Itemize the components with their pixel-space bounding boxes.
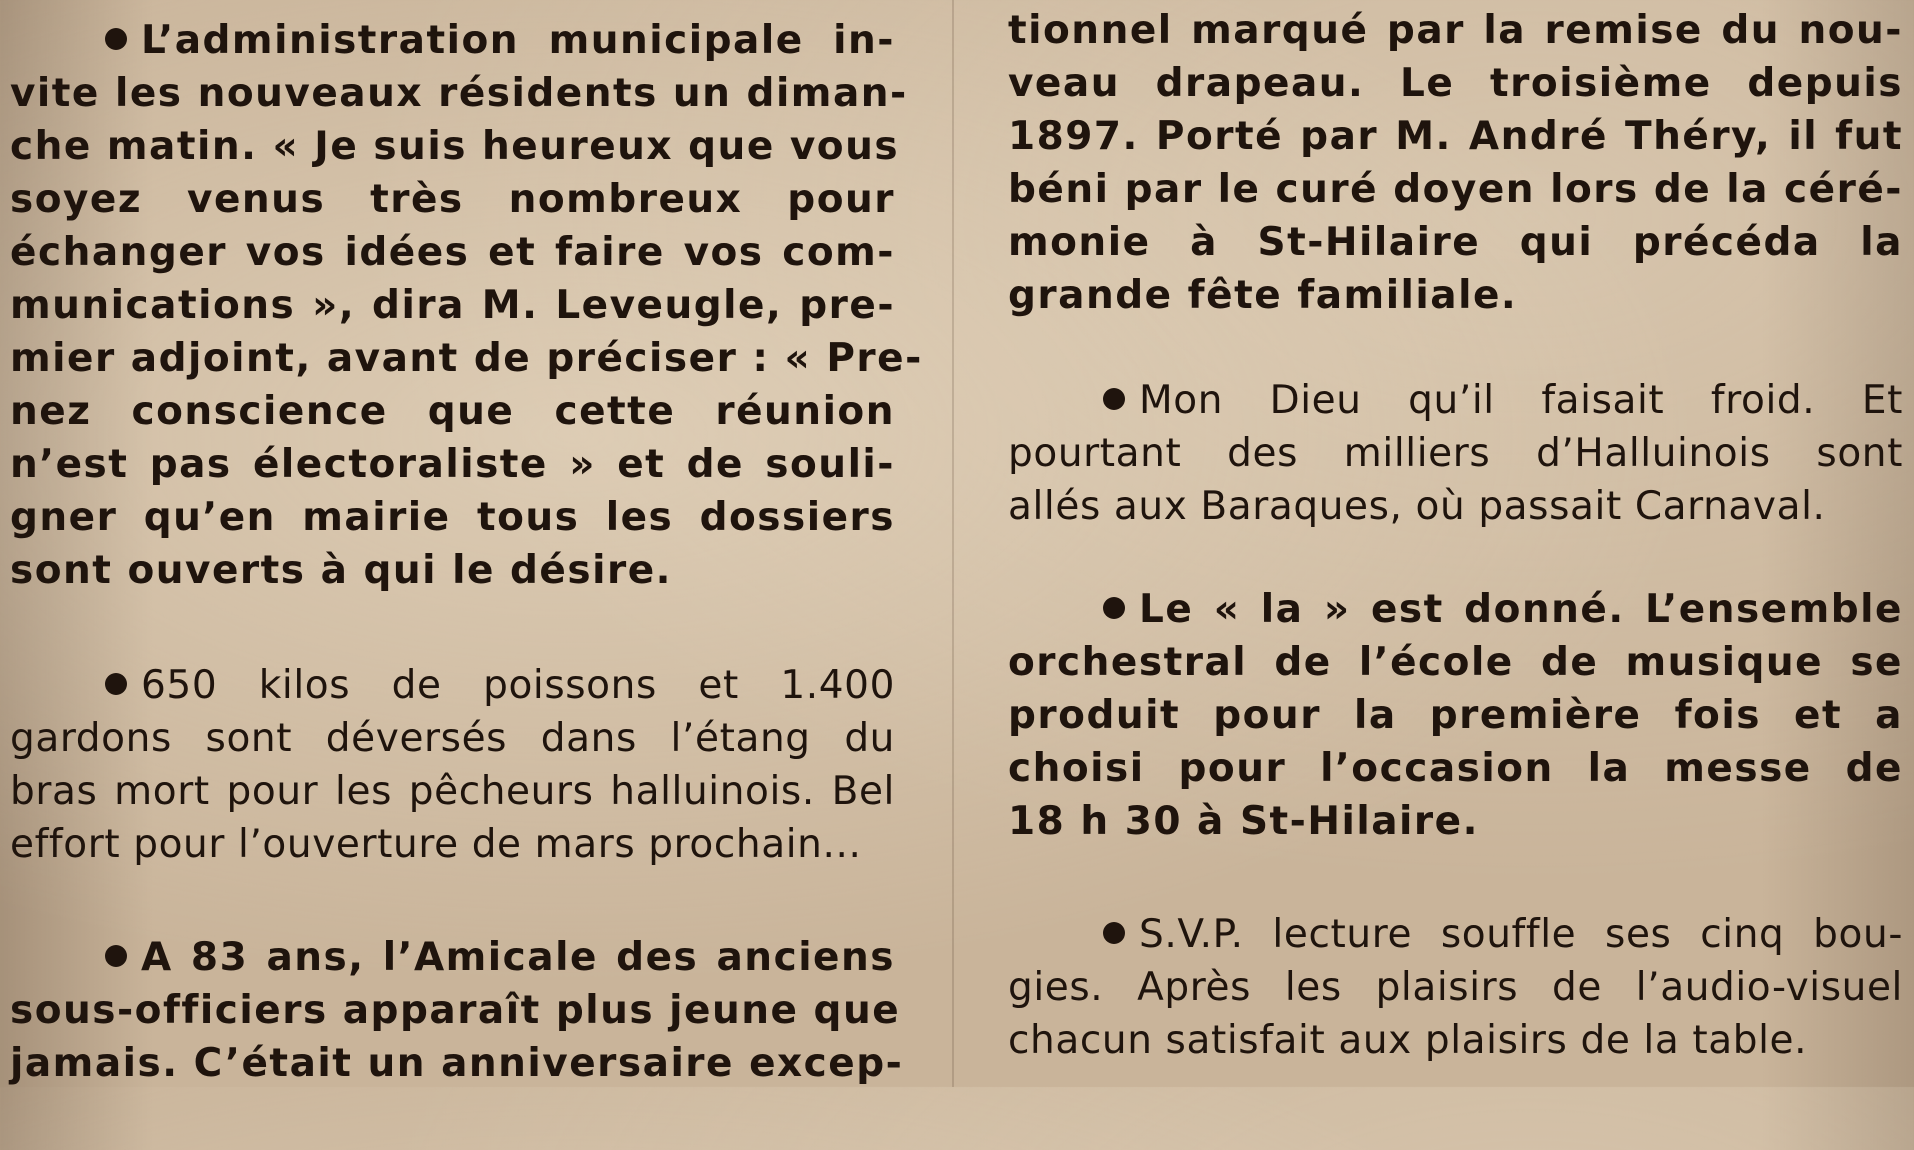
paragraph-line: sont ouverts à qui le désire. — [10, 548, 672, 593]
article-paragraph — [1008, 583, 1903, 848]
paragraph-line: échanger vos idées et faire vos com- — [10, 230, 895, 275]
paragraph-line: gardons sont déversés dans l’étang du — [10, 716, 895, 761]
paragraph-line: veau drapeau. Le troisième depuis — [1008, 61, 1903, 106]
column-divider — [952, 0, 954, 1087]
paragraph-line: chacun satisfait aux plaisirs de la table. — [1008, 1018, 1808, 1063]
paragraph-line: choisi pour l’occasion la messe de — [1008, 746, 1903, 791]
bullet-icon — [105, 673, 127, 695]
paragraph-line: nez conscience que cette réunion — [10, 389, 895, 434]
line-text: S.V.P. lecture souffle ses cinq bou- — [1139, 912, 1903, 957]
paragraph-line: produit pour la première fois et a — [1008, 693, 1903, 738]
paragraph-line: gner qu’en mairie tous les dossiers — [10, 495, 895, 540]
bullet-icon — [105, 945, 127, 967]
paragraph-line: vite les nouveaux résidents un diman- — [10, 71, 908, 116]
paragraph-line: gies. Après les plaisirs de l’audio-visuel — [1008, 965, 1903, 1010]
article-paragraph — [10, 931, 904, 1090]
paragraph-line: n’est pas électoraliste » et de souli- — [10, 442, 895, 487]
line-text: L’administration municipale in- — [141, 18, 895, 63]
article-paragraph — [1008, 374, 1903, 533]
paragraph-line: tionnel marqué par la remise du nou- — [1008, 8, 1903, 53]
paragraph-line: che matin. « Je suis heureux que vous — [10, 124, 900, 169]
paragraph-line — [1008, 374, 1903, 427]
paragraph-line: munications », dira M. Leveugle, pre- — [10, 283, 895, 328]
line-text: A 83 ans, l’Amicale des anciens — [141, 935, 895, 980]
paragraph-line — [1008, 583, 1903, 636]
paragraph-line: bras mort pour les pêcheurs halluinois. Bel — [10, 769, 895, 814]
paragraph-line: 18 h 30 à St-Hilaire. — [1008, 799, 1479, 844]
right-column — [1008, 4, 1903, 1127]
paragraph-line: pourtant des milliers d’Halluinois sont — [1008, 431, 1903, 476]
paragraph-line — [10, 659, 895, 712]
paragraph-line: grande fête familiale. — [1008, 273, 1518, 318]
paragraph-line — [10, 14, 895, 67]
article-paragraph — [1008, 4, 1903, 322]
paragraph-line: jamais. C’était un anniversaire excep- — [10, 1041, 904, 1086]
bullet-icon — [1103, 388, 1125, 410]
bullet-icon — [1103, 597, 1125, 619]
bullet-icon — [1103, 922, 1125, 944]
paragraph-line: soyez venus très nombreux pour — [10, 177, 895, 222]
paragraph-line: mier adjoint, avant de préciser : « Pre- — [10, 336, 923, 381]
line-text: 650 kilos de poissons et 1.400 — [141, 663, 895, 708]
paragraph-line — [1008, 908, 1903, 961]
paragraph-line: béni par le curé doyen lors de la céré- — [1008, 167, 1903, 212]
article-paragraph — [1008, 908, 1903, 1067]
line-text: Mon Dieu qu’il faisait froid. Et — [1139, 378, 1903, 423]
article-paragraph — [10, 659, 895, 871]
paragraph-line: sous-officiers apparaît plus jeune que — [10, 988, 901, 1033]
paragraph-line: 1897. Porté par M. André Théry, il fut — [1008, 114, 1903, 159]
article-paragraph — [10, 14, 923, 597]
paragraph-line: allés aux Baraques, où passait Carnaval. — [1008, 484, 1826, 529]
bullet-icon — [105, 28, 127, 50]
paragraph-line — [10, 931, 895, 984]
line-text: Le « la » est donné. L’ensemble — [1139, 587, 1903, 632]
left-column — [10, 14, 923, 1150]
paragraph-line: monie à St-Hilaire qui précéda la — [1008, 220, 1903, 265]
paragraph-line: effort pour l’ouverture de mars prochain... — [10, 822, 862, 867]
paragraph-line: orchestral de l’école de musique se — [1008, 640, 1903, 685]
